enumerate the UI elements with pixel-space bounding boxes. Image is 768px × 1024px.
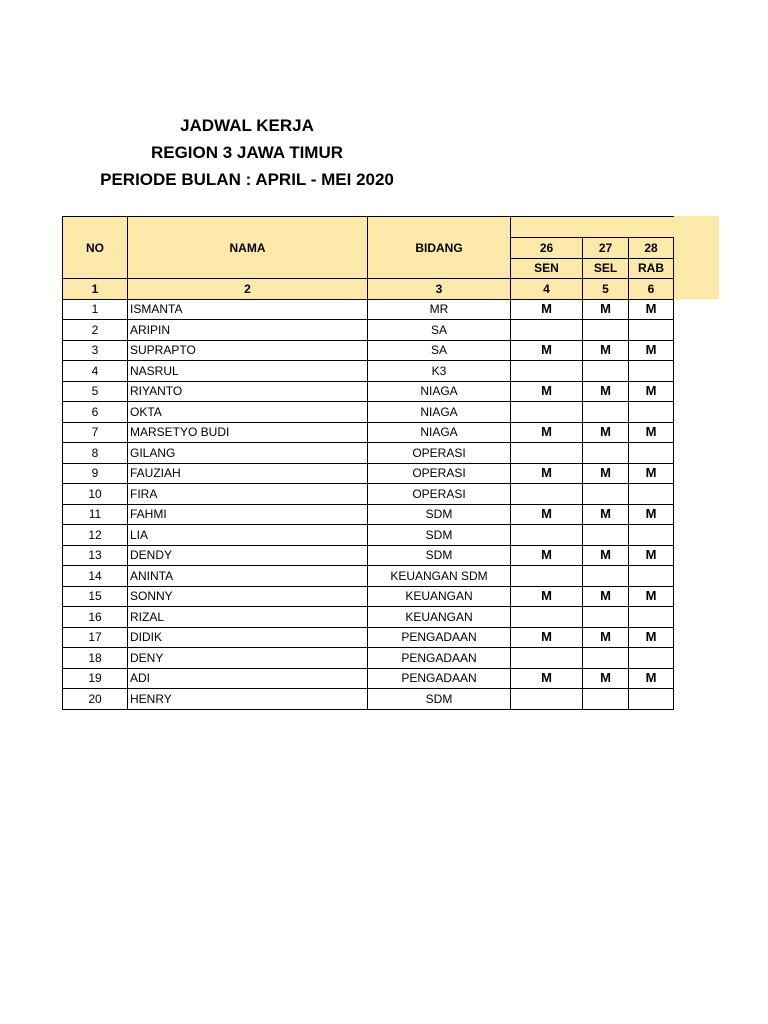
shift-cell (583, 320, 629, 341)
shift-cell: M (583, 463, 629, 484)
employee-name: SUPRAPTO (128, 340, 368, 361)
header-no: NO (63, 217, 128, 279)
employee-name: DENDY (128, 545, 368, 566)
header-accent-block (673, 216, 719, 299)
shift-cell (511, 566, 583, 587)
row-number: 6 (63, 402, 128, 423)
shift-cell: M (583, 586, 629, 607)
employee-name: SONNY (128, 586, 368, 607)
schedule-title-block (62, 112, 432, 193)
table-row (63, 607, 674, 628)
row-number: 19 (63, 668, 128, 689)
table-row (63, 340, 674, 361)
shift-cell: M (511, 627, 583, 648)
table-row (63, 361, 674, 382)
employee-name: NASRUL (128, 361, 368, 382)
shift-cell: M (629, 586, 674, 607)
row-number: 5 (63, 381, 128, 402)
row-number: 15 (63, 586, 128, 607)
shift-cell (511, 443, 583, 464)
row-number: 16 (63, 607, 128, 628)
column-number: 4 (511, 279, 583, 300)
row-number: 12 (63, 525, 128, 546)
employee-name: FIRA (128, 484, 368, 505)
table-row (63, 484, 674, 505)
employee-name: FAHMI (128, 504, 368, 525)
shift-cell: M (629, 340, 674, 361)
shift-cell: M (629, 627, 674, 648)
shift-cell (511, 607, 583, 628)
header-bidang: BIDANG (368, 217, 511, 279)
shift-cell: M (583, 422, 629, 443)
shift-cell (583, 648, 629, 669)
shift-cell: M (629, 463, 674, 484)
shift-cell: M (511, 504, 583, 525)
employee-name: FAUZIAH (128, 463, 368, 484)
title-line-1: JADWAL KERJA (180, 116, 314, 135)
table-row (63, 402, 674, 423)
shift-cell: M (583, 340, 629, 361)
row-number: 17 (63, 627, 128, 648)
shift-cell (511, 402, 583, 423)
header-row-column-numbers (63, 279, 674, 300)
row-number: 2 (63, 320, 128, 341)
shift-cell: M (583, 381, 629, 402)
row-number: 8 (63, 443, 128, 464)
employee-name: LIA (128, 525, 368, 546)
column-number: 1 (63, 279, 128, 300)
shift-cell: M (511, 340, 583, 361)
header-day: SEL (583, 258, 629, 279)
employee-name: MARSETYO BUDI (128, 422, 368, 443)
employee-name: RIYANTO (128, 381, 368, 402)
shift-cell: M (629, 504, 674, 525)
shift-cell: M (511, 381, 583, 402)
shift-cell: M (511, 422, 583, 443)
department: SA (368, 320, 511, 341)
shift-cell (629, 607, 674, 628)
row-number: 4 (63, 361, 128, 382)
header-date: 28 (629, 238, 674, 259)
header-date-group (511, 217, 674, 238)
row-number: 10 (63, 484, 128, 505)
header-day: SEN (511, 258, 583, 279)
shift-cell: M (511, 668, 583, 689)
row-number: 7 (63, 422, 128, 443)
header-row-top (63, 217, 674, 238)
shift-cell: M (629, 422, 674, 443)
table-row (63, 463, 674, 484)
shift-cell: M (511, 463, 583, 484)
employee-name: ISMANTA (128, 299, 368, 320)
table-row (63, 627, 674, 648)
shift-cell (583, 689, 629, 710)
row-number: 9 (63, 463, 128, 484)
row-number: 18 (63, 648, 128, 669)
department: KEUANGAN (368, 586, 511, 607)
department: SDM (368, 525, 511, 546)
employee-name: HENRY (128, 689, 368, 710)
table-row (63, 320, 674, 341)
shift-cell (629, 566, 674, 587)
shift-cell (583, 484, 629, 505)
shift-cell (511, 525, 583, 546)
department: KEUANGAN SDM (368, 566, 511, 587)
row-number: 1 (63, 299, 128, 320)
employee-name: GILANG (128, 443, 368, 464)
employee-name: DENY (128, 648, 368, 669)
employee-name: RIZAL (128, 607, 368, 628)
title-line-2: REGION 3 JAWA TIMUR (150, 143, 344, 162)
department: PENGADAAN (368, 648, 511, 669)
shift-cell (629, 320, 674, 341)
row-number: 13 (63, 545, 128, 566)
shift-cell (583, 443, 629, 464)
employee-name: OKTA (128, 402, 368, 423)
table-row (63, 668, 674, 689)
column-number: 3 (368, 279, 511, 300)
row-number: 14 (63, 566, 128, 587)
table-row (63, 443, 674, 464)
department: KEUANGAN (368, 607, 511, 628)
shift-cell (583, 525, 629, 546)
shift-cell: M (583, 627, 629, 648)
shift-cell: M (629, 299, 674, 320)
shift-cell (629, 402, 674, 423)
shift-cell (511, 320, 583, 341)
table-row (63, 648, 674, 669)
table-row (63, 545, 674, 566)
header-date: 27 (583, 238, 629, 259)
table-row (63, 566, 674, 587)
employee-name: ARIPIN (128, 320, 368, 341)
shift-cell: M (629, 668, 674, 689)
shift-cell (583, 566, 629, 587)
schedule-table-wrapper (62, 216, 674, 710)
department: K3 (368, 361, 511, 382)
schedule-table (62, 216, 674, 710)
department: NIAGA (368, 422, 511, 443)
shift-cell: M (629, 381, 674, 402)
shift-cell (511, 648, 583, 669)
department: OPERASI (368, 463, 511, 484)
shift-cell (583, 361, 629, 382)
department: MR (368, 299, 511, 320)
shift-cell: M (511, 299, 583, 320)
department: SDM (368, 545, 511, 566)
shift-cell: M (629, 545, 674, 566)
title-line-3: PERIODE BULAN : APRIL - MEI 2020 (100, 170, 394, 189)
shift-cell (629, 525, 674, 546)
department: SDM (368, 689, 511, 710)
column-number: 6 (629, 279, 674, 300)
department: NIAGA (368, 402, 511, 423)
employee-name: DIDIK (128, 627, 368, 648)
table-row (63, 422, 674, 443)
column-number: 5 (583, 279, 629, 300)
employee-name: ADI (128, 668, 368, 689)
department: OPERASI (368, 484, 511, 505)
department: SDM (368, 504, 511, 525)
shift-cell: M (583, 504, 629, 525)
department: NIAGA (368, 381, 511, 402)
row-number: 20 (63, 689, 128, 710)
header-nama: NAMA (128, 217, 368, 279)
employee-name: ANINTA (128, 566, 368, 587)
header-day: RAB (629, 258, 674, 279)
table-row (63, 299, 674, 320)
department: PENGADAAN (368, 627, 511, 648)
shift-cell (629, 648, 674, 669)
shift-cell (629, 443, 674, 464)
shift-cell (583, 402, 629, 423)
table-row (63, 525, 674, 546)
shift-cell (511, 689, 583, 710)
row-number: 11 (63, 504, 128, 525)
table-row (63, 586, 674, 607)
table-row (63, 381, 674, 402)
shift-cell (583, 607, 629, 628)
department: PENGADAAN (368, 668, 511, 689)
shift-cell: M (511, 586, 583, 607)
shift-cell (629, 361, 674, 382)
shift-cell (629, 689, 674, 710)
table-row (63, 689, 674, 710)
shift-cell: M (583, 299, 629, 320)
shift-cell (511, 361, 583, 382)
shift-cell (629, 484, 674, 505)
shift-cell: M (583, 668, 629, 689)
shift-cell: M (583, 545, 629, 566)
header-date: 26 (511, 238, 583, 259)
department: OPERASI (368, 443, 511, 464)
shift-cell: M (511, 545, 583, 566)
row-number: 3 (63, 340, 128, 361)
department: SA (368, 340, 511, 361)
column-number: 2 (128, 279, 368, 300)
shift-cell (511, 484, 583, 505)
table-row (63, 504, 674, 525)
